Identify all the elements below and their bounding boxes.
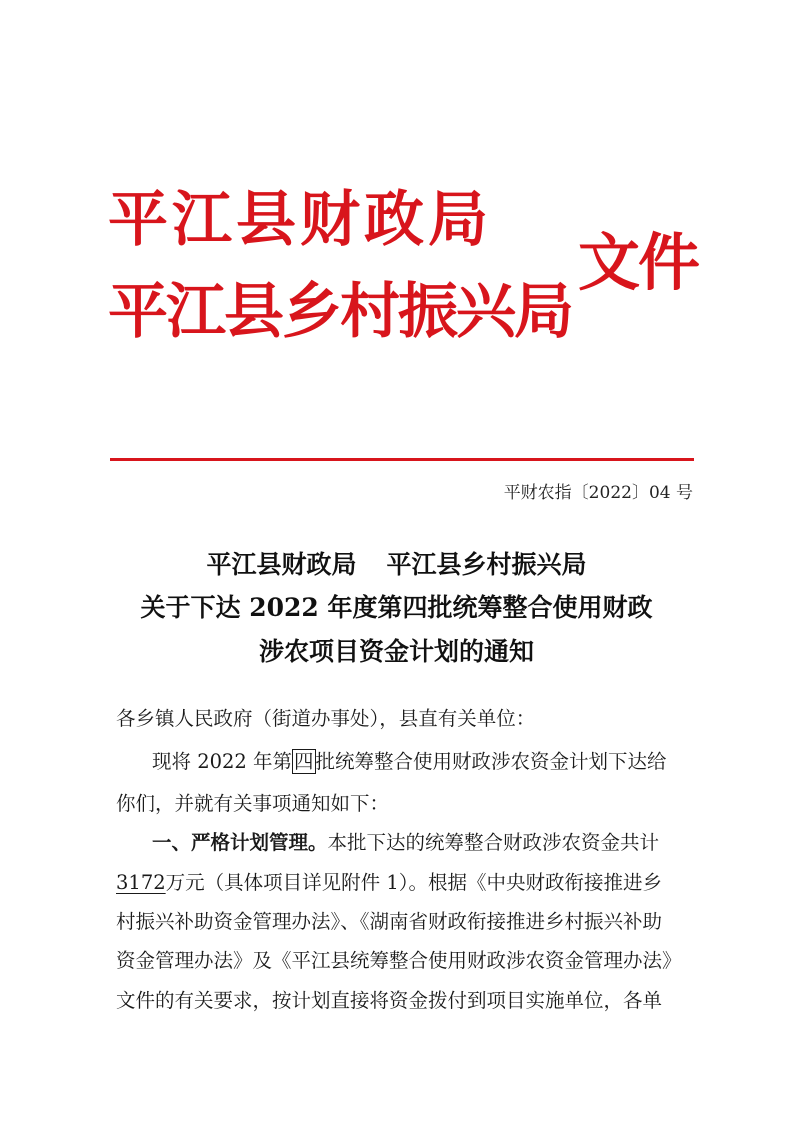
title-line-1 — [100, 545, 693, 581]
section-1-heading: 一、严格计划管理。 — [152, 831, 328, 854]
title-line-3: 涉农项目资金计划的通知 — [258, 637, 534, 666]
section-1-line-2 — [116, 869, 711, 897]
document-number: 平财农指〔2022〕04 号 — [503, 483, 693, 503]
section-1-line-3: 村振兴补助资金管理办法》、《湖南省财政衔接推进乡村振兴补助 — [116, 910, 663, 933]
title-issuer-2: 平江县乡村振兴局 — [386, 550, 587, 579]
section-1-line-1 — [152, 829, 747, 857]
section-1-text: 本批下达的统筹整合财政涉农资金共计 — [327, 831, 660, 854]
paragraph-1-line-2: 你们，并就有关事项通知如下： — [116, 792, 390, 815]
boxed-batch-number: 四 — [294, 750, 314, 773]
paragraph-1-text-b: 批统筹整合使用财政涉农资金计划下达给 — [315, 750, 667, 773]
fund-amount: 3172 — [116, 871, 166, 894]
issuer-name-rural-revitalization-bureau: 平江县乡村振兴局 — [108, 277, 572, 347]
doc-type-label: 文件 — [578, 226, 699, 299]
paragraph-1-line-1 — [152, 748, 747, 776]
paragraph-1-text-a: 现将 2022 年第 — [152, 750, 293, 773]
section-1-line-4: 资金管理办法》及《平江县统筹整合使用财政涉农资金管理办法》 — [116, 949, 682, 972]
red-divider-line — [110, 458, 694, 461]
issuer-name-finance-bureau: 平江县财政局 — [108, 185, 492, 255]
title-line-2: 关于下达 2022 年度第四批统筹整合使用财政 — [140, 593, 653, 622]
section-1-line-5: 文件的有关要求，按计划直接将资金拨付到项目实施单位，各单 — [116, 989, 663, 1012]
addressee-line: 各乡镇人民政府（街道办事处），县直有关单位： — [116, 707, 536, 730]
section-1-line-2-text: 万元（具体项目详见附件 1）。根据《中央财政衔接推进乡 — [165, 871, 662, 894]
title-issuer-1: 平江县财政局 — [206, 550, 357, 579]
